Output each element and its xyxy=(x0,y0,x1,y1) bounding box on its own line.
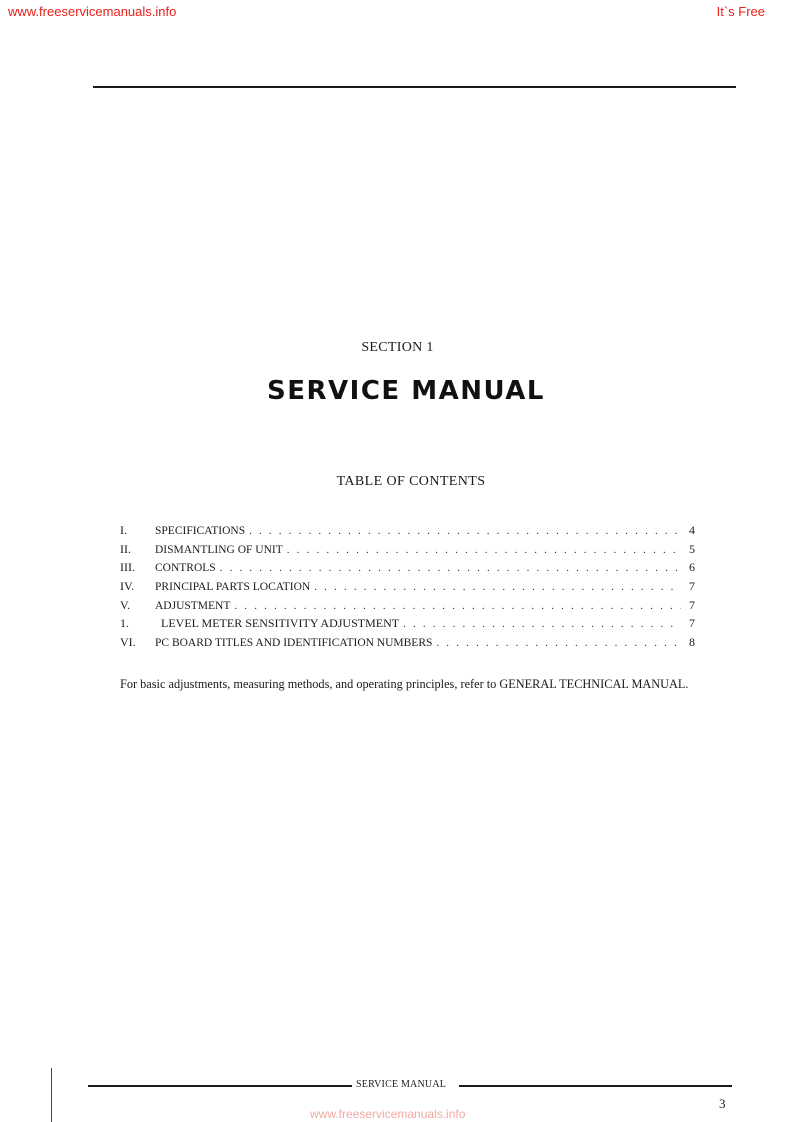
toc-number: I. xyxy=(120,523,127,537)
toc-row[interactable] xyxy=(120,598,695,617)
toc-row[interactable] xyxy=(120,579,695,598)
toc-title: DISMANTLING OF UNIT xyxy=(155,543,283,556)
toc-leader xyxy=(220,562,681,574)
toc-title: LEVEL METER SENSITIVITY ADJUSTMENT xyxy=(161,616,400,631)
toc-page: 7 xyxy=(689,616,695,631)
toc-leader xyxy=(234,600,681,612)
toc-number: II. xyxy=(120,541,131,556)
footer-label: SERVICE MANUAL xyxy=(356,1079,447,1090)
toc-title: PC BOARD TITLES AND IDENTIFICATION NUMBERS xyxy=(155,637,433,650)
toc-page: 4 xyxy=(689,523,695,537)
binding-mark xyxy=(51,1068,52,1122)
toc-leader xyxy=(314,581,681,593)
toc-row[interactable] xyxy=(120,560,695,579)
toc-title: SPECIFICATIONS xyxy=(155,525,246,537)
toc-leader xyxy=(436,637,681,649)
toc-page: 5 xyxy=(689,541,695,556)
toc-page: 7 xyxy=(689,597,695,612)
footer-divider-left xyxy=(88,1085,352,1087)
page-number: 3 xyxy=(719,1096,726,1111)
toc-leader xyxy=(403,618,681,630)
toc-row[interactable] xyxy=(120,523,695,542)
toc-leader xyxy=(249,525,681,537)
toc-number: III. xyxy=(120,560,135,575)
toc-page: 6 xyxy=(689,560,695,575)
top-divider xyxy=(93,86,736,88)
watermark: www.freeservicemanuals.info xyxy=(310,1107,466,1121)
toc-number: 1. xyxy=(120,616,129,631)
toc-row[interactable] xyxy=(120,635,695,654)
toc-number: IV. xyxy=(120,579,135,594)
footer-divider-right xyxy=(459,1085,732,1087)
toc-number: V. xyxy=(120,597,131,612)
toc-subrow[interactable] xyxy=(120,616,695,635)
toc-number: VI. xyxy=(120,635,136,650)
toc-page: 8 xyxy=(689,635,695,650)
table-of-contents xyxy=(120,523,695,654)
toc-heading: TABLE OF CONTENTS xyxy=(336,474,486,489)
page-title: SERVICE MANUAL xyxy=(267,376,545,406)
section-label: SECTION 1 xyxy=(361,340,434,355)
toc-title: PRINCIPAL PARTS LOCATION xyxy=(155,581,311,594)
reference-note: For basic adjustments, measuring methods, and operating principles, refer to GENERAL TECHNICAL MANUAL. xyxy=(120,677,689,691)
toc-page: 7 xyxy=(689,579,695,594)
toc-row[interactable] xyxy=(120,542,695,561)
toc-title: ADJUSTMENT xyxy=(155,599,231,612)
toc-leader xyxy=(287,544,681,556)
toc-title: CONTROLS xyxy=(155,562,216,575)
site-link[interactable]: www.freeservicemanuals.info xyxy=(8,4,177,19)
header-tagline: It`s Free xyxy=(716,4,765,19)
